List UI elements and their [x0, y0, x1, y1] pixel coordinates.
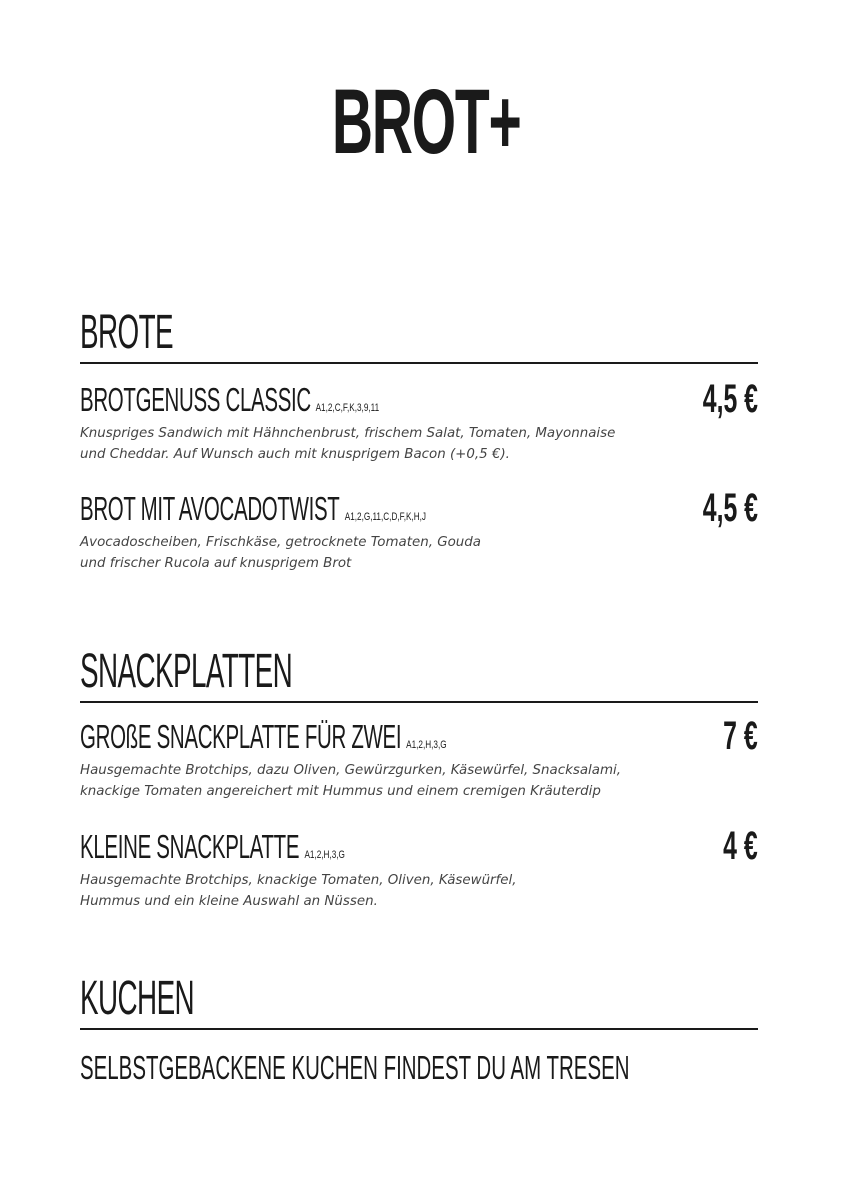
menu-item: [80, 377, 758, 465]
section-brote: [80, 308, 758, 364]
menu-item-allergens: A1,2,C,F,K,3,9,11: [315, 402, 380, 414]
section-kuchen: [80, 974, 758, 1030]
menu-item: [80, 486, 758, 574]
section-title: BROTE: [80, 306, 174, 359]
description-line: und frischer Rucola auf knusprigem Brot: [80, 555, 352, 571]
section-title: SNACKPLATTEN: [80, 645, 293, 698]
brand-logo: BROT+: [331, 71, 521, 173]
menu-item-title: [80, 828, 345, 865]
menu-item-name: BROT MIT AVOCADOTWIST: [80, 490, 340, 527]
menu-item-title: [80, 490, 426, 527]
kuchen-note: SELBSTGEBACKENE KUCHEN FINDEST DU AM TRESEN: [80, 1049, 630, 1086]
brand-header: [0, 72, 852, 182]
description-line: Hausgemachte Brotchips, knackige Tomaten, Oliven, Käsewürfel,: [80, 873, 517, 888]
menu-item-price: 4 €: [723, 824, 758, 868]
menu-item-description: [80, 533, 758, 574]
menu-item-header: [80, 714, 758, 758]
menu-item-description: [80, 424, 758, 465]
menu-item-price: 7 €: [723, 714, 758, 758]
section-title: KUCHEN: [80, 972, 195, 1025]
menu-item-price: 4,5 €: [702, 377, 758, 421]
menu-item: [80, 714, 758, 802]
description-line: und Cheddar. Auf Wunsch auch mit knusprigem Bacon (+0,5 €).: [80, 446, 510, 462]
menu-item-header: [80, 486, 758, 530]
menu-item-title: [80, 718, 447, 755]
menu-item-allergens: A1,2,H,3,G: [304, 849, 345, 861]
description-line: Hummus und ein kleine Auswahl an Nüssen.: [80, 893, 378, 909]
menu-item-name: BROTGENUSS CLASSIC: [80, 381, 311, 418]
menu-item-header: [80, 824, 758, 868]
menu-item: [80, 824, 758, 912]
description-line: knackige Tomaten angereichert mit Hummus und einem cremigen Kräuterdip: [80, 783, 601, 799]
description-line: Knuspriges Sandwich mit Hähnchenbrust, frischem Salat, Tomaten, Mayonnaise: [80, 426, 616, 441]
section-divider: [80, 362, 758, 364]
description-line: Avocadoscheiben, Frischkäse, getrocknete Tomaten, Gouda: [80, 535, 481, 550]
menu-item-title: [80, 381, 380, 418]
section-snackplatten: [80, 647, 758, 703]
description-line: Hausgemachte Brotchips, dazu Oliven, Gewürzgurken, Käsewürfel, Snacksalami,: [80, 763, 621, 778]
section-divider: [80, 701, 758, 703]
menu-item-name: GROßE SNACKPLATTE FÜR ZWEI: [80, 718, 402, 755]
menu-item-description: [80, 761, 758, 802]
menu-item-price: 4,5 €: [702, 486, 758, 530]
menu-item-allergens: A1,2,H,3,G: [406, 739, 447, 751]
menu-item-name: KLEINE SNACKPLATTE: [80, 828, 300, 865]
menu-item-header: [80, 377, 758, 421]
menu-item-allergens: A1,2,G,11,C,D,F,K,H,J: [344, 511, 426, 523]
menu-item-description: [80, 871, 758, 912]
section-divider: [80, 1028, 758, 1030]
